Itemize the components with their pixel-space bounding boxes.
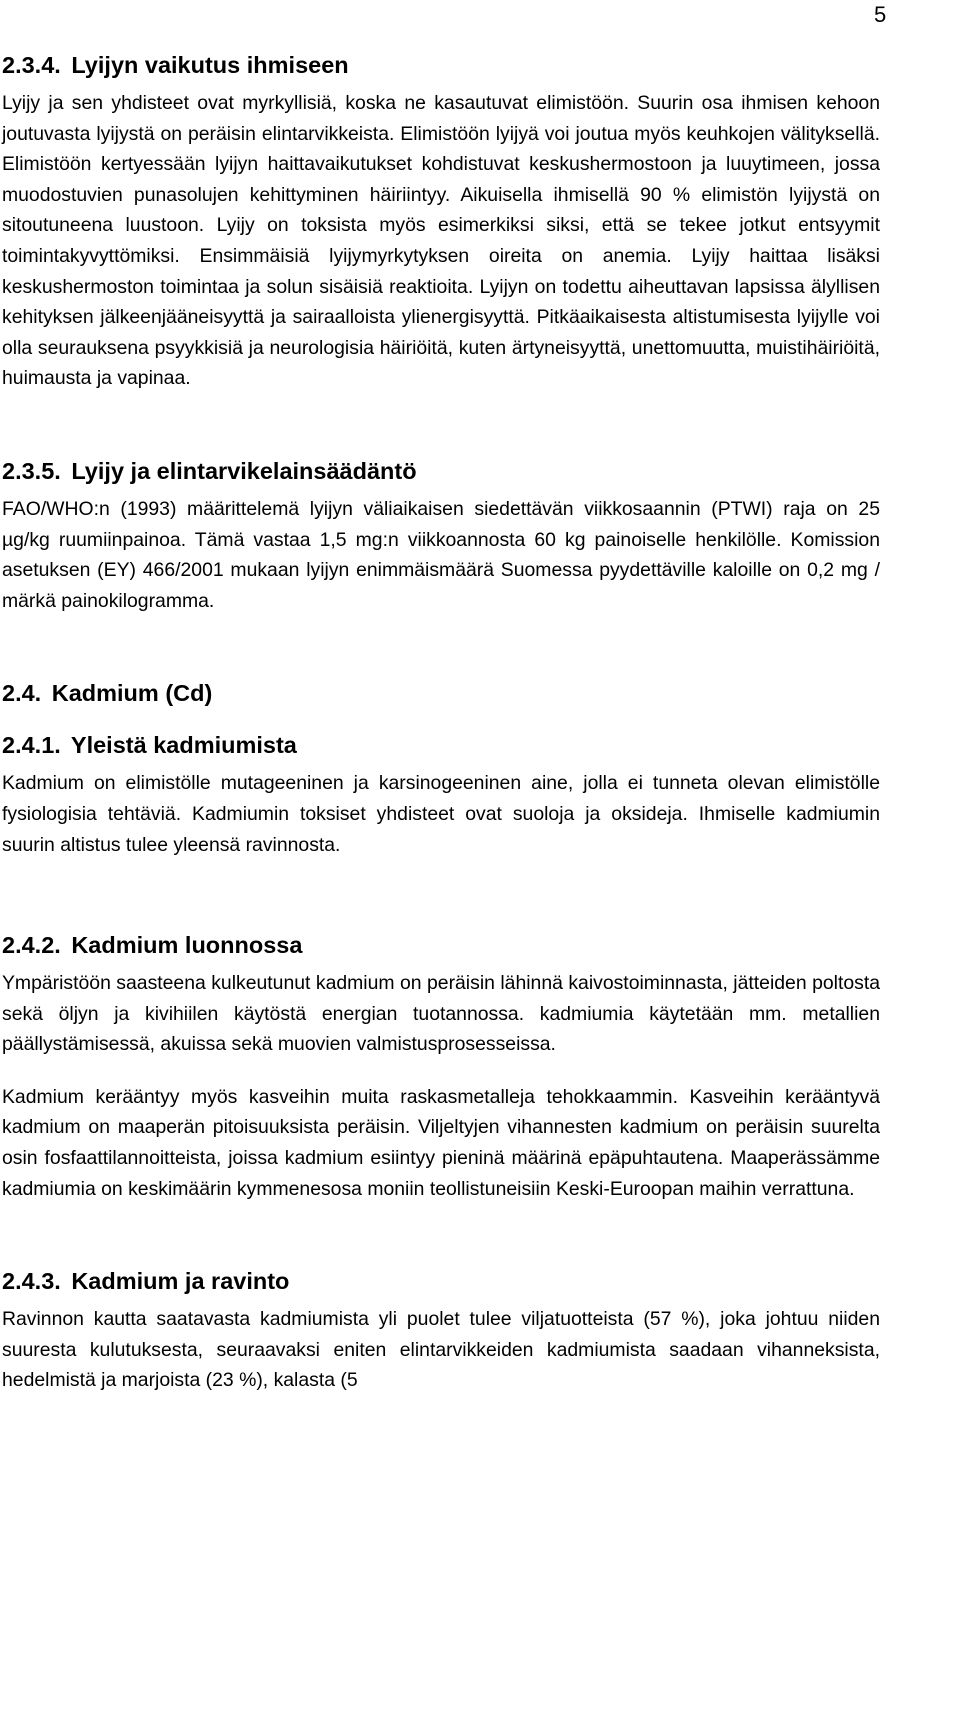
page-number: 5 [874,2,887,27]
section-title: Kadmium luonnossa [71,932,303,959]
section-lead-legislation [2,454,880,616]
section-heading [2,676,880,710]
section-number: 2.4. [2,680,42,707]
section-heading [2,48,880,82]
section-cadmium-nature [2,928,880,1204]
section-number: 2.3.4. [2,52,61,78]
section-number: 2.3.5. [2,457,61,484]
section-paragraph: Ympäristöön saasteena kulkeutunut kadmium on peräisin lähinnä kaivostoiminnasta, jätteiden poltosta sekä öljyn ja kivihiilen käytöstä energian tuotannossa. kadmiumia käytetään mm. metallien päällystämisessä, akuissa sekä muovien valmistusprosesseissa. [2,972,880,1056]
section-heading [2,454,880,488]
section-cadmium-diet [2,1264,880,1396]
section-lead-effects [2,48,880,394]
document-body [2,48,880,1396]
section-heading [2,728,880,762]
section-cadmium [2,676,880,710]
section-title: Kadmium ja ravinto [71,1268,290,1295]
section-heading [2,928,880,962]
section-cadmium-general [2,728,880,860]
section-number: 2.4.2. [2,932,61,959]
section-paragraph: Kadmium kerääntyy myös kasveihin muita raskasmetalleja tehokkaammin. Kasveihin kerääntyvä kadmium on maaperän pitoisuuksista peräisin. Viljeltyjen vihannesten kadmium on peräisin suurelta osin fosfaattilannoitteista, joissa kadmium esiintyy pieninä määrinä epäpuhtautena. Maaperässämme kadmiumia on keskimäärin kymmenesosa moniin teollistuneisiin Keski-Euroopan maihin verrattuna. [2,1085,880,1200]
section-paragraph: Lyijy ja sen yhdisteet ovat myrkyllisiä, koska ne kasautuvat elimistöön. Suurin osa ihmisen kehoon joutuvasta lyijystä on peräisin elintarvikkeista. Elimistöön lyijyä voi joutua myös keuhkojen välityksellä. Elimistöön kertyessään lyijyn haittavaikutukset kohdistuvat keskushermostoon ja luuytimeen, jossa muodostuvien punasolujen kehittyminen häiriintyy. Aikuisella ihmisellä 90 % elimistön lyijystä on sitoutuneena luustoon. Lyijy on toksista myös esimerkiksi siksi, että se tekee jotkut entsyymit toimintakyvyttömiksi. Ensimmäisiä lyijymyrkytyksen oireita on anemia. Lyijy haittaa lisäksi keskushermoston toimintaa ja solun sisäisiä reaktioita. Lyijyn on todettu aiheuttavan lapsissa älyllisen kehityksen jälkeenjääneisyyttä ja sairaalloista ylienergisyyttä. Pitkäaikaisesta altistumisesta lyijylle voi olla seurauksena psyykkisiä ja neurologisia häiriöitä, kuten ärtyneisyyttä, unettomuutta, muistihäiriöitä, huimausta ja vapinaa. [2,92,880,390]
section-title: Lyijy ja elintarvikelainsäädäntö [71,457,417,484]
section-paragraph: Ravinnon kautta saatavasta kadmiumista yli puolet tulee viljatuotteista (57 %), joka johtuu niiden suuresta kulutuksesta, seuraavaksi eniten elintarvikkeiden kadmiumista saadaan vihanneksista, hedelmistä ja marjoista (23 %), kalasta (5 [2,1308,880,1392]
section-title: Lyijyn vaikutus ihmiseen [71,52,349,78]
section-number: 2.4.3. [2,1268,61,1295]
section-number: 2.4.1. [2,732,61,759]
section-title: Kadmium (Cd) [51,680,213,707]
section-paragraph: FAO/WHO:n (1993) määrittelemä lyijyn väliaikaisen siedettävän viikkosaannin (PTWI) raja on 25 µg/kg ruumiinpainoa. Tämä vastaa 1,5 mg:n viikkoannosta 60 kg painoiselle henkilölle. Komission asetuksen (EY) 466/2001 mukaan lyijyn enimmäismäärä Suomessa pyydettäville kaloille on 0,2 mg / märkä painokilogramma. [2,497,880,612]
section-title: Yleistä kadmiumista [70,732,297,759]
section-heading [2,1264,880,1298]
section-paragraph: Kadmium on elimistölle mutageeninen ja karsinogeeninen aine, jolla ei tunneta olevan elimistölle fysiologisia tehtäviä. Kadmiumin toksiset yhdisteet ovat suoloja ja oksideja. Ihmiselle kadmiumin suurin altistus tulee yleensä ravinnosta. [2,772,880,856]
